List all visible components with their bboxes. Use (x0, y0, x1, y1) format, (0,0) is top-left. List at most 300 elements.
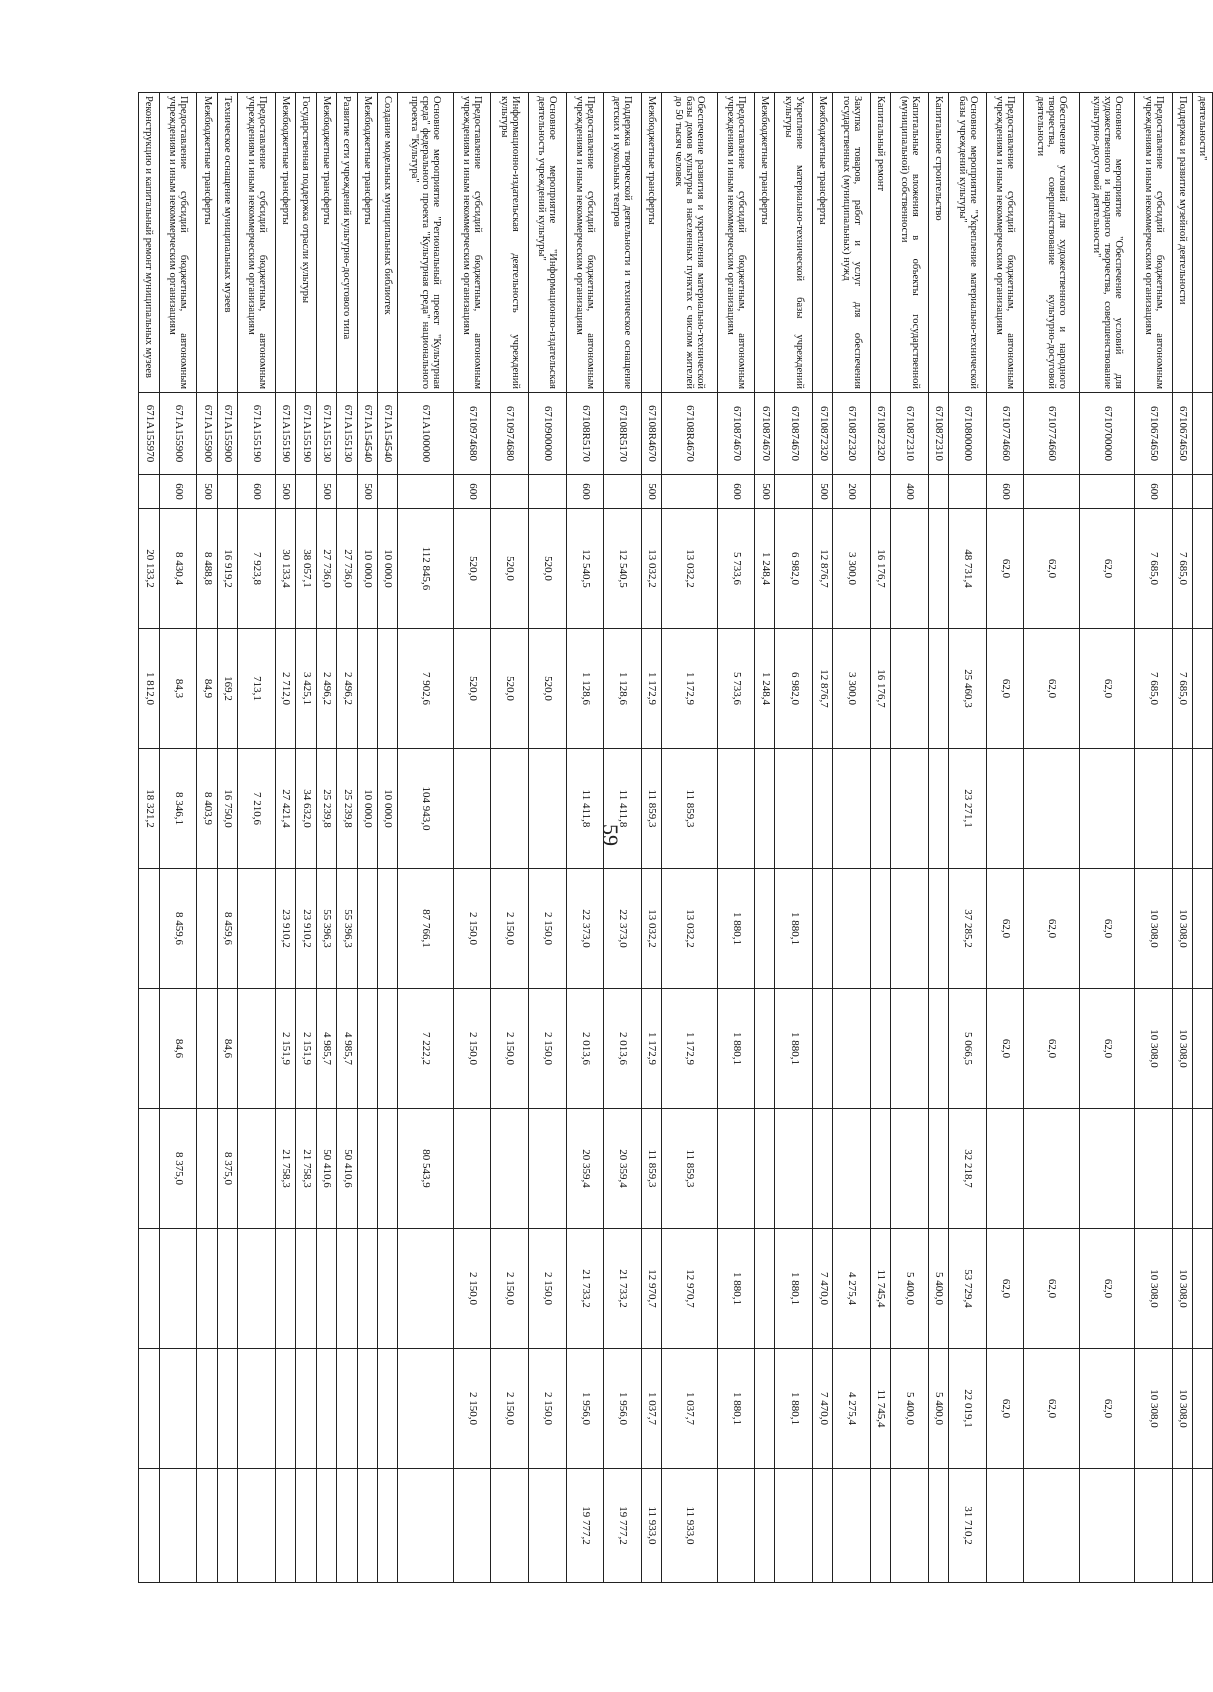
amount-cell: 62,0 (1024, 1229, 1080, 1349)
row-name-cell: Межбюджетные трансферты (357, 93, 377, 393)
amount-cell: 27 736,0 (337, 509, 357, 629)
table-row (398, 93, 454, 1583)
amount-cell: 520,0 (491, 509, 529, 629)
row-name-cell: Межбюджетные трансферты (275, 93, 295, 393)
row-name-cell: Государственная поддержка отрасли культуры (296, 93, 316, 393)
amount-cell: 104 943,0 (398, 749, 454, 869)
amount-cell: 169,2 (217, 629, 237, 749)
table-row (337, 93, 357, 1583)
row-name-cell: Техническое оснащение муниципальных музеев (217, 93, 237, 393)
amount-cell (398, 1229, 454, 1349)
table-row (528, 93, 566, 1583)
amount-cell: 713,1 (238, 629, 276, 749)
amount-cell: 8 488,8 (197, 509, 217, 629)
amount-cell: 62,0 (1079, 989, 1135, 1109)
amount-cell (986, 1109, 1024, 1229)
budget-code-cell: 67108R4670 (662, 393, 718, 475)
expense-type-cell: 400 (891, 475, 929, 509)
expense-type-cell: 600 (986, 475, 1024, 509)
amount-cell (296, 1349, 316, 1469)
expense-type-cell (662, 475, 718, 509)
amount-cell (833, 869, 871, 989)
amount-cell: 2 150,0 (528, 1229, 566, 1349)
amount-cell (717, 1469, 755, 1583)
row-name-cell: Межбюджетные трансферты (755, 93, 775, 393)
amount-cell: 520,0 (491, 629, 529, 749)
amount-cell: 2 150,0 (453, 989, 491, 1109)
amount-cell: 2 150,0 (491, 989, 529, 1109)
amount-cell (217, 1349, 237, 1469)
amount-cell: 10 308,0 (1135, 1349, 1173, 1469)
amount-cell: 1 880,1 (775, 1229, 813, 1349)
amount-cell: 7 470,0 (813, 1349, 833, 1469)
amount-cell: 1 880,1 (717, 1229, 755, 1349)
amount-cell (217, 1229, 237, 1349)
amount-cell: 1 248,4 (755, 629, 775, 749)
amount-cell: 10 308,0 (1172, 989, 1192, 1109)
amount-cell: 10 308,0 (1135, 869, 1173, 989)
amount-cell: 23 910,2 (296, 869, 316, 989)
table-body (139, 93, 1213, 1583)
amount-cell: 62,0 (1024, 989, 1080, 1109)
amount-cell (398, 1349, 454, 1469)
budget-code-cell: 671A155900 (197, 393, 217, 475)
amount-cell (891, 989, 929, 1109)
amount-cell: 7 210,6 (238, 749, 276, 869)
amount-cell: 2 150,0 (453, 869, 491, 989)
amount-cell: 11 745,4 (870, 1229, 890, 1349)
expense-type-cell: 600 (238, 475, 276, 509)
amount-cell (377, 869, 397, 989)
amount-cell: 16 750,0 (217, 749, 237, 869)
amount-cell (928, 989, 948, 1109)
amount-cell: 25 239,8 (316, 749, 336, 869)
amount-cell: 87 766,1 (398, 869, 454, 989)
amount-cell: 10 000,0 (357, 509, 377, 629)
amount-cell: 1 880,1 (775, 989, 813, 1109)
amount-cell: 4 985,7 (316, 989, 336, 1109)
amount-cell (928, 1469, 948, 1583)
row-name-cell: Предоставление субсидий бюджетным, автономным учреждениям и иным некоммерческим организациям (453, 93, 491, 393)
amount-cell (813, 1469, 833, 1583)
amount-cell: 62,0 (1079, 1229, 1135, 1349)
amount-cell: 62,0 (1079, 629, 1135, 749)
row-name-cell: Капитальный ремонт (870, 93, 890, 393)
amount-cell (1193, 629, 1213, 749)
amount-cell (891, 1469, 929, 1583)
table-row (491, 93, 529, 1583)
amount-cell: 7 685,0 (1135, 629, 1173, 749)
amount-cell: 2 151,9 (275, 989, 295, 1109)
amount-cell (159, 1229, 197, 1349)
amount-cell: 50 410,6 (316, 1109, 336, 1229)
amount-cell (337, 1349, 357, 1469)
amount-cell: 5 400,0 (891, 1229, 929, 1349)
budget-code-cell: 6710872320 (833, 393, 871, 475)
amount-cell: 16 919,2 (217, 509, 237, 629)
expense-type-cell: 500 (275, 475, 295, 509)
amount-cell: 27 736,0 (316, 509, 336, 629)
amount-cell: 62,0 (986, 629, 1024, 749)
amount-cell: 10 308,0 (1172, 869, 1192, 989)
expense-type-cell (870, 475, 890, 509)
amount-cell: 20 359,4 (566, 1109, 604, 1229)
amount-cell: 7 923,8 (238, 509, 276, 629)
amount-cell (217, 1469, 237, 1583)
amount-cell: 1 880,1 (717, 1349, 755, 1469)
amount-cell: 5 400,0 (928, 1229, 948, 1349)
amount-cell: 1 037,7 (641, 1349, 661, 1469)
table-row (1079, 93, 1135, 1583)
expense-type-cell (1193, 475, 1213, 509)
amount-cell: 3 425,1 (296, 629, 316, 749)
amount-cell (1024, 749, 1080, 869)
row-name-cell: Обеспечение развития и укрепления материально-технической базы домов культуры в населенных пунктах с числом жителей до 50 тысяч человек (662, 93, 718, 393)
table-row (662, 93, 718, 1583)
budget-code-cell: 671A155130 (316, 393, 336, 475)
budget-code-cell: 671A154540 (377, 393, 397, 475)
amount-cell: 520,0 (453, 509, 491, 629)
amount-cell: 8 375,0 (217, 1109, 237, 1229)
amount-cell: 21 758,3 (275, 1109, 295, 1229)
amount-cell: 11 859,3 (641, 1109, 661, 1229)
amount-cell (775, 1109, 813, 1229)
rotated-table-container (138, 92, 1213, 1582)
row-name-cell: Реконструкцию и капитальный ремонт муниципальных музеев (139, 93, 160, 393)
amount-cell: 13 032,2 (662, 509, 718, 629)
amount-cell (1172, 749, 1192, 869)
amount-cell (275, 1229, 295, 1349)
amount-cell: 5 733,6 (717, 509, 755, 629)
amount-cell: 23 271,1 (949, 749, 987, 869)
table-row (755, 93, 775, 1583)
amount-cell (453, 749, 491, 869)
amount-cell: 25 460,3 (949, 629, 987, 749)
amount-cell: 11 411,8 (566, 749, 604, 869)
amount-cell: 7 470,0 (813, 1229, 833, 1349)
amount-cell: 2 150,0 (528, 1349, 566, 1469)
expense-type-cell (949, 475, 987, 509)
amount-cell (357, 629, 377, 749)
amount-cell: 22 373,0 (566, 869, 604, 989)
row-name-cell: Информационно-издательская деятельность учреждений культуры (491, 93, 529, 393)
amount-cell (357, 1229, 377, 1349)
amount-cell (986, 749, 1024, 869)
amount-cell: 11 933,0 (641, 1469, 661, 1583)
expense-type-cell (337, 475, 357, 509)
amount-cell: 21 733,2 (604, 1229, 642, 1349)
amount-cell: 3 300,0 (833, 629, 871, 749)
amount-cell (1193, 1109, 1213, 1229)
expense-type-cell (528, 475, 566, 509)
amount-cell (1024, 1469, 1080, 1583)
amount-cell (870, 1469, 890, 1583)
amount-cell: 11 933,0 (662, 1469, 718, 1583)
budget-code-cell: 67108R5170 (566, 393, 604, 475)
amount-cell (1193, 509, 1213, 629)
amount-cell: 11 411,8 (604, 749, 642, 869)
amount-cell: 520,0 (528, 629, 566, 749)
budget-code-cell: 6710674650 (1135, 393, 1173, 475)
amount-cell: 62,0 (1079, 509, 1135, 629)
amount-cell (1135, 1109, 1173, 1229)
budget-code-cell: 6710874670 (717, 393, 755, 475)
amount-cell (238, 989, 276, 1109)
amount-cell (337, 1469, 357, 1583)
amount-cell: 11 859,3 (641, 749, 661, 869)
amount-cell (986, 1469, 1024, 1583)
amount-cell: 12 970,7 (662, 1229, 718, 1349)
amount-cell (377, 629, 397, 749)
amount-cell: 27 421,4 (275, 749, 295, 869)
row-name-cell: Основное мероприятие "Информационно-издательская деятельность учреждений культуры" (528, 93, 566, 393)
expense-type-cell (377, 475, 397, 509)
amount-cell: 2 496,2 (337, 629, 357, 749)
amount-cell: 10 000,0 (377, 749, 397, 869)
amount-cell (813, 749, 833, 869)
amount-cell (870, 989, 890, 1109)
table-row (1135, 93, 1173, 1583)
amount-cell: 2 150,0 (491, 1349, 529, 1469)
amount-cell (928, 629, 948, 749)
amount-cell: 55 396,3 (316, 869, 336, 989)
table-row (453, 93, 491, 1583)
table-row (870, 93, 890, 1583)
amount-cell (377, 1469, 397, 1583)
amount-cell (453, 1469, 491, 1583)
row-name-cell: деятельности" (1193, 93, 1213, 393)
amount-cell (833, 749, 871, 869)
amount-cell (1079, 749, 1135, 869)
amount-cell: 20 359,4 (604, 1109, 642, 1229)
amount-cell: 21 758,3 (296, 1109, 316, 1229)
amount-cell: 50 410,6 (337, 1109, 357, 1229)
amount-cell (398, 1469, 454, 1583)
amount-cell (139, 989, 160, 1109)
budget-code-cell: 6710974680 (453, 393, 491, 475)
amount-cell (316, 1229, 336, 1349)
amount-cell: 34 632,0 (296, 749, 316, 869)
amount-cell (1172, 1469, 1192, 1583)
budget-code-cell: 67108R4670 (641, 393, 661, 475)
amount-cell (928, 509, 948, 629)
row-name-cell: Капитальное строительство (928, 93, 948, 393)
amount-cell (491, 749, 529, 869)
amount-cell: 11 859,3 (662, 749, 718, 869)
amount-cell (891, 869, 929, 989)
row-name-cell: Создание модельных муниципальных библиотек (377, 93, 397, 393)
amount-cell (775, 749, 813, 869)
expense-type-cell: 500 (755, 475, 775, 509)
budget-code-cell: 6710774660 (1024, 393, 1080, 475)
budget-code-cell: 671A155190 (275, 393, 295, 475)
amount-cell (928, 1109, 948, 1229)
expense-type-cell (217, 475, 237, 509)
amount-cell: 7 222,2 (398, 989, 454, 1109)
row-name-cell: Основное мероприятие "Региональный проект "Культурная среда" федерального проекта "Культурная среда" национального проекта "Культура" (398, 93, 454, 393)
budget-code-cell: 671A155900 (159, 393, 197, 475)
amount-cell (1135, 1469, 1173, 1583)
amount-cell (755, 1229, 775, 1349)
expense-type-cell: 600 (717, 475, 755, 509)
amount-cell: 10 308,0 (1135, 1229, 1173, 1349)
expense-type-cell (1079, 475, 1135, 509)
amount-cell: 19 777,2 (566, 1469, 604, 1583)
amount-cell (870, 869, 890, 989)
amount-cell: 12 970,7 (641, 1229, 661, 1349)
amount-cell (238, 1469, 276, 1583)
row-name-cell: Укрепление материально-технической базы учреждений культуры (775, 93, 813, 393)
amount-cell: 84,6 (217, 989, 237, 1109)
amount-cell (197, 989, 217, 1109)
expense-type-cell: 500 (316, 475, 336, 509)
amount-cell: 2 013,6 (604, 989, 642, 1109)
amount-cell: 5 066,5 (949, 989, 987, 1109)
table-row (813, 93, 833, 1583)
amount-cell (833, 1109, 871, 1229)
table-row (928, 93, 948, 1583)
amount-cell: 1 812,0 (139, 629, 160, 749)
budget-code-cell: 6710674650 (1172, 393, 1192, 475)
row-name-cell: Закупка товаров, работ и услуг для обеспечения государственных (муниципальных) нужд (833, 93, 871, 393)
amount-cell (357, 1109, 377, 1229)
amount-cell (1193, 989, 1213, 1109)
budget-code-cell: 6710872320 (870, 393, 890, 475)
amount-cell (755, 869, 775, 989)
amount-cell: 10 308,0 (1172, 1229, 1192, 1349)
amount-cell: 5 400,0 (891, 1349, 929, 1469)
amount-cell (755, 1349, 775, 1469)
table-row (275, 93, 295, 1583)
amount-cell (528, 749, 566, 869)
amount-cell: 2 150,0 (453, 1349, 491, 1469)
amount-cell (159, 1349, 197, 1469)
amount-cell: 7 902,6 (398, 629, 454, 749)
row-name-cell: Предоставление субсидий бюджетным, автономным учреждениям и иным некоммерческим организациям (159, 93, 197, 393)
expense-type-cell: 600 (453, 475, 491, 509)
row-name-cell: Межбюджетные трансферты (316, 93, 336, 393)
amount-cell (275, 1349, 295, 1469)
amount-cell: 2 712,0 (275, 629, 295, 749)
budget-code-cell: 6710700000 (1079, 393, 1135, 475)
amount-cell (337, 1229, 357, 1349)
amount-cell (491, 1109, 529, 1229)
amount-cell (891, 509, 929, 629)
amount-cell: 16 176,7 (870, 629, 890, 749)
row-name-cell: Основное мероприятие "Укрепление материально-технической базы учреждений культуры" (949, 93, 987, 393)
amount-cell (1193, 1469, 1213, 1583)
amount-cell (755, 749, 775, 869)
amount-cell: 16 176,7 (870, 509, 890, 629)
amount-cell (928, 869, 948, 989)
amount-cell: 19 777,2 (604, 1469, 642, 1583)
amount-cell (159, 1469, 197, 1583)
row-name-cell: Развитие сети учреждений культурно-досугового типа (337, 93, 357, 393)
amount-cell (755, 1469, 775, 1583)
row-name-cell: Основное мероприятие "Обеспечение условий для художественного и народного творчества, совершенствование культурно-досуговой деятельности" (1079, 93, 1135, 393)
expense-type-cell: 600 (566, 475, 604, 509)
table-row (1172, 93, 1192, 1583)
expense-type-cell (928, 475, 948, 509)
amount-cell (1193, 749, 1213, 869)
amount-cell (238, 1229, 276, 1349)
amount-cell (139, 1109, 160, 1229)
table-row (238, 93, 276, 1583)
table-row (357, 93, 377, 1583)
amount-cell (377, 1229, 397, 1349)
expense-type-cell: 500 (641, 475, 661, 509)
budget-table (138, 92, 1213, 1583)
amount-cell: 13 032,2 (641, 869, 661, 989)
budget-code-cell: 671A155130 (337, 393, 357, 475)
amount-cell: 37 285,2 (949, 869, 987, 989)
amount-cell (491, 1469, 529, 1583)
amount-cell (1079, 1469, 1135, 1583)
amount-cell: 62,0 (1024, 869, 1080, 989)
amount-cell (197, 869, 217, 989)
amount-cell (238, 869, 276, 989)
amount-cell: 8 375,0 (159, 1109, 197, 1229)
expense-type-cell: 600 (1135, 475, 1173, 509)
amount-cell (296, 1229, 316, 1349)
expense-type-cell (775, 475, 813, 509)
amount-cell (139, 1229, 160, 1349)
amount-cell: 6 982,0 (775, 629, 813, 749)
amount-cell: 6 982,0 (775, 509, 813, 629)
expense-type-cell (139, 475, 160, 509)
expense-type-cell (398, 475, 454, 509)
amount-cell: 20 133,2 (139, 509, 160, 629)
amount-cell: 25 239,8 (337, 749, 357, 869)
amount-cell: 11 745,4 (870, 1349, 890, 1469)
table-row (159, 93, 197, 1583)
amount-cell (528, 1109, 566, 1229)
amount-cell: 62,0 (1024, 1349, 1080, 1469)
amount-cell: 1 248,4 (755, 509, 775, 629)
amount-cell: 62,0 (1024, 629, 1080, 749)
amount-cell (775, 1469, 813, 1583)
amount-cell: 10 000,0 (357, 749, 377, 869)
amount-cell: 84,9 (197, 629, 217, 749)
amount-cell: 7 685,0 (1135, 509, 1173, 629)
amount-cell: 8 346,1 (159, 749, 197, 869)
budget-code-cell: 671A155190 (238, 393, 276, 475)
row-name-cell: Межбюджетные трансферты (641, 93, 661, 393)
budget-code-cell: 6710900000 (528, 393, 566, 475)
expense-type-cell: 500 (813, 475, 833, 509)
table-row (566, 93, 604, 1583)
amount-cell: 80 543,9 (398, 1109, 454, 1229)
table-row (604, 93, 642, 1583)
amount-cell: 1 880,1 (775, 1349, 813, 1469)
amount-cell (296, 1469, 316, 1583)
amount-cell: 3 300,0 (833, 509, 871, 629)
amount-cell: 32 218,7 (949, 1109, 987, 1229)
amount-cell: 13 032,2 (641, 509, 661, 629)
amount-cell: 2 496,2 (316, 629, 336, 749)
amount-cell: 62,0 (986, 869, 1024, 989)
budget-code-cell: 6710872310 (891, 393, 929, 475)
row-name-cell: Межбюджетные трансферты (197, 93, 217, 393)
amount-cell (357, 1469, 377, 1583)
amount-cell (833, 989, 871, 1109)
amount-cell: 12 876,7 (813, 629, 833, 749)
table-row (891, 93, 929, 1583)
table-row (217, 93, 237, 1583)
amount-cell: 62,0 (986, 989, 1024, 1109)
amount-cell: 31 710,2 (949, 1469, 987, 1583)
amount-cell (928, 749, 948, 869)
